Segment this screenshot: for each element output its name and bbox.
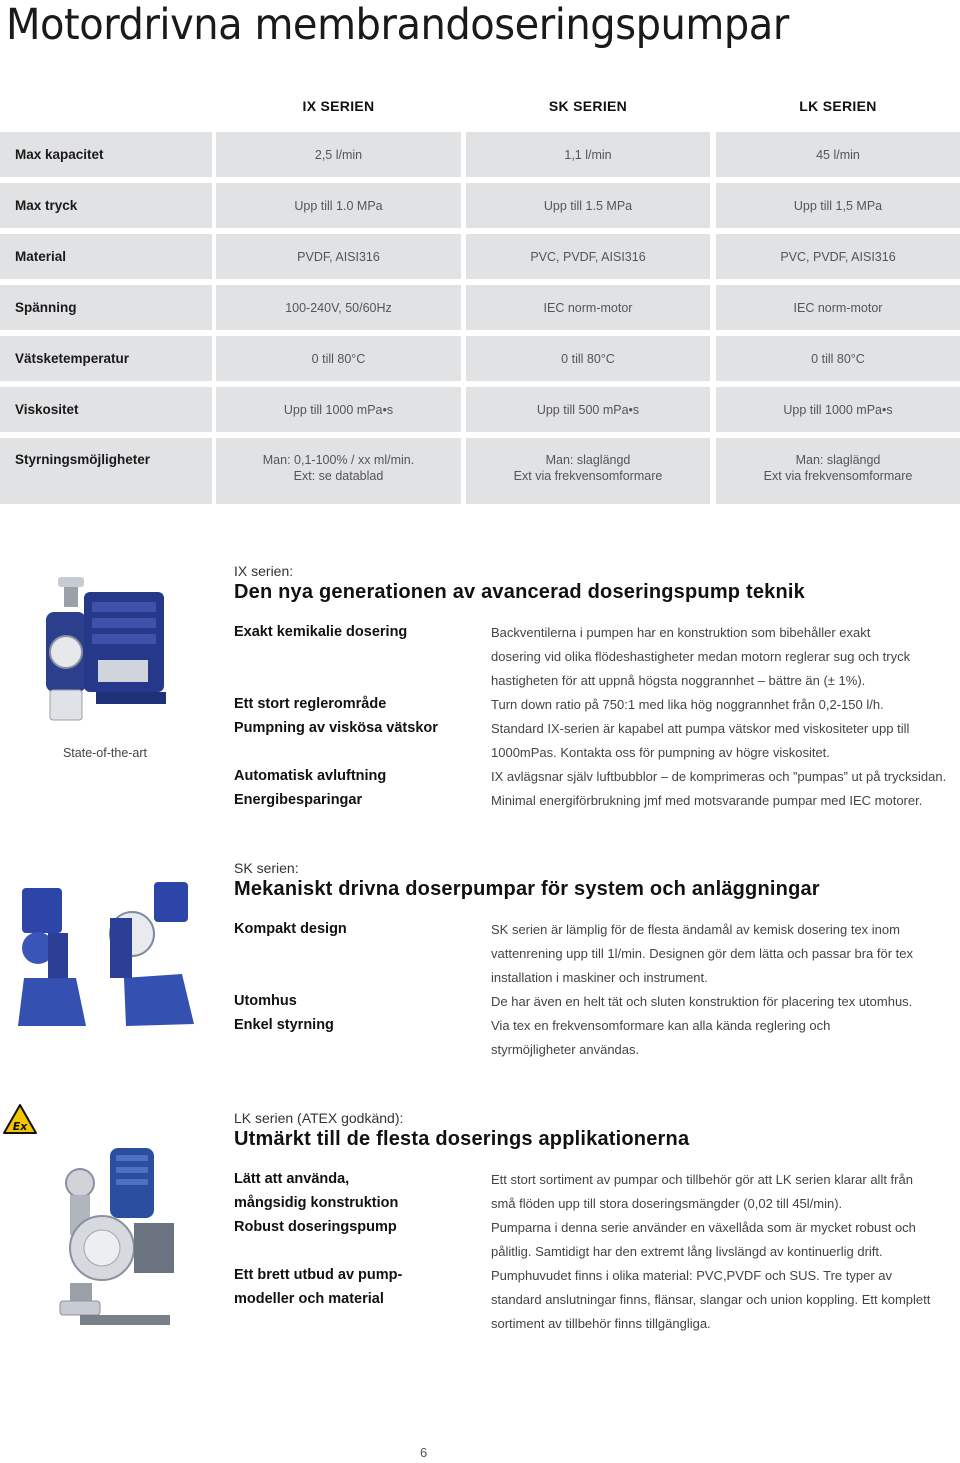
sk-heading: Mekaniskt drivna doserpumpar för system och anläggningar [234, 878, 820, 900]
lk-feature: Lätt att använda, [234, 1171, 350, 1187]
sk-description [491, 918, 956, 1062]
ix-feature: Pumpning av viskösa vätskor [234, 720, 438, 736]
table-cell: 100-240V, 50/60Hz [216, 285, 461, 330]
sk-subtitle: SK serien: [234, 860, 299, 876]
lk-heading: Utmärkt till de flesta doserings applikationerna [234, 1128, 690, 1150]
ix-feature: Exakt kemikalie dosering [234, 624, 408, 640]
table-cell: PVC, PVDF, AISI316 [716, 234, 960, 279]
description-line: De har även en helt tät och sluten konstruktion för placering tex utomhus. [491, 994, 913, 1009]
table-row [0, 438, 960, 504]
lk-pump-image [50, 1143, 190, 1333]
sk-feature: Enkel styrning [234, 1017, 334, 1033]
table-cell: 0 till 80°C [466, 336, 710, 381]
description-line: 1000mPas. Kontakta oss för pumpning av högre viskositet. [491, 745, 830, 760]
description-line: hastigheten för att uppnå högsta noggrannhet – bättre än (± 1%). [491, 673, 866, 688]
table-cell: Upp till 1,5 MPa [716, 183, 960, 228]
table-cell: Upp till 1.0 MPa [216, 183, 461, 228]
description-line: Minimal energiförbrukning jmf med motsvarande pumpar med IEC motorer. [491, 793, 923, 808]
column-header-sk: SK SERIEN [548, 98, 628, 114]
description-line: Pumparna i denna serie använder en växellåda som är mycket robust och [491, 1220, 916, 1235]
column-header-ix: IX SERIEN [302, 98, 375, 114]
lk-feature: modeller och material [234, 1291, 384, 1307]
cell-line: Ext via frekvensomformare [513, 469, 663, 483]
table-row [0, 285, 960, 330]
page-title: Motordrivna membrandoseringspumpar [6, 0, 789, 50]
lk-feature: Ett brett utbud av pump- [234, 1267, 403, 1283]
row-label: Max tryck [0, 183, 212, 228]
row-label: Viskositet [0, 387, 212, 432]
description-line: styrmöjligheter användas. [491, 1042, 640, 1057]
sk-pump-image [14, 878, 194, 1028]
ix-feature: Automatisk avluftning [234, 768, 387, 784]
description-line: IX avlägsnar själv luftbubblor – de komprimeras och ”pumpas” ut på trycksidan. [491, 769, 947, 784]
cell-line: Man: slaglängd [795, 453, 881, 467]
ix-description [491, 621, 956, 813]
row-label: Vätsketemperatur [0, 336, 212, 381]
description-line: små flöden upp till stora doseringsmängder (0,02 till 45l/min). [491, 1196, 843, 1211]
table-cell: 0 till 80°C [716, 336, 960, 381]
ix-feature: Ett stort reglerområde [234, 696, 387, 712]
page-number: 6 [420, 1445, 428, 1460]
row-label: Material [0, 234, 212, 279]
table-cell: 2,5 l/min [216, 132, 461, 177]
lk-feature: mångsidig konstruktion [234, 1195, 399, 1211]
sk-feature: Kompakt design [234, 921, 347, 937]
sk-feature: Utomhus [234, 993, 297, 1009]
description-line: pålitlig. Samtidigt har den extremt lång livslängd av kontinuerlig drift. [491, 1244, 883, 1259]
description-line: Backventilerna i pumpen har en konstruktion som bibehåller exakt [491, 625, 871, 640]
table-cell: Upp till 500 mPa•s [466, 387, 710, 432]
row-label: Styrningsmöjligheter [0, 438, 212, 504]
description-line: Pumphuvudet finns i olika material: PVC,PVDF och SUS. Tre typer av [491, 1268, 893, 1283]
column-header-lk: LK SERIEN [799, 98, 877, 114]
table-row [0, 234, 960, 279]
ix-heading: Den nya generationen av avancerad doseringspump teknik [234, 581, 805, 603]
cell-line: Man: 0,1-100% / xx ml/min. [262, 453, 415, 467]
description-line: Turn down ratio på 750:1 med lika hög noggrannhet från 0,2-150 l/h. [491, 697, 884, 712]
description-line: SK serien är lämplig för de flesta ändamål av kemisk dosering tex inom [491, 922, 900, 937]
atex-ex-mark: Ex [12, 1120, 28, 1133]
description-line: Via tex en frekvensomformare kan alla kända reglering och [491, 1018, 831, 1033]
ix-feature: Energibesparingar [234, 792, 363, 808]
table-cell: 1,1 l/min [466, 132, 710, 177]
lk-description [491, 1168, 956, 1336]
table-cell [716, 438, 960, 504]
cell-line: Ext: se datablad [293, 469, 384, 483]
table-cell: PVC, PVDF, AISI316 [466, 234, 710, 279]
table-row [0, 387, 960, 432]
atex-ex-icon [2, 1103, 38, 1137]
cell-line: Ext via frekvensomformare [763, 469, 913, 483]
ix-subtitle: IX serien: [234, 563, 294, 579]
table-cell: Upp till 1000 mPa•s [216, 387, 461, 432]
row-label: Max kapacitet [0, 132, 212, 177]
table-cell [466, 438, 710, 504]
table-cell: IEC norm-motor [716, 285, 960, 330]
lk-subtitle: LK serien (ATEX godkänd): [234, 1110, 404, 1126]
description-line: dosering vid olika flödeshastigheter medan motorn reglerar sug och tryck [491, 649, 911, 664]
table-row [0, 183, 960, 228]
table-cell [216, 438, 461, 504]
table-cell: IEC norm-motor [466, 285, 710, 330]
description-line: standard anslutningar finns, flänsar, slangar och union koppling. Ett komplett [491, 1292, 931, 1307]
table-cell: Upp till 1.5 MPa [466, 183, 710, 228]
cell-line: Man: slaglängd [545, 453, 631, 467]
description-line: installation i maskiner och instrument. [491, 970, 708, 985]
description-line: sortiment av tillbehör finns tillgängliga. [491, 1316, 711, 1331]
lk-feature: Robust doseringspump [234, 1219, 397, 1235]
ix-image-caption: State-of-the-art [62, 746, 148, 760]
table-row [0, 132, 960, 177]
table-row [0, 336, 960, 381]
description-line: Standard IX-serien är kapabel att pumpa vätskor med viskositeter upp till [491, 721, 910, 736]
description-line: vattenrening upp till 1l/min. Designen gör dem lätta och passar bra för tex [491, 946, 914, 961]
table-cell: 45 l/min [716, 132, 960, 177]
table-cell: Upp till 1000 mPa•s [716, 387, 960, 432]
table-cell: 0 till 80°C [216, 336, 461, 381]
row-label: Spänning [0, 285, 212, 330]
description-line: Ett stort sortiment av pumpar och tillbehör gör att LK serien klarar allt från [491, 1172, 913, 1187]
table-cell: PVDF, AISI316 [216, 234, 461, 279]
ix-pump-image [36, 572, 176, 732]
